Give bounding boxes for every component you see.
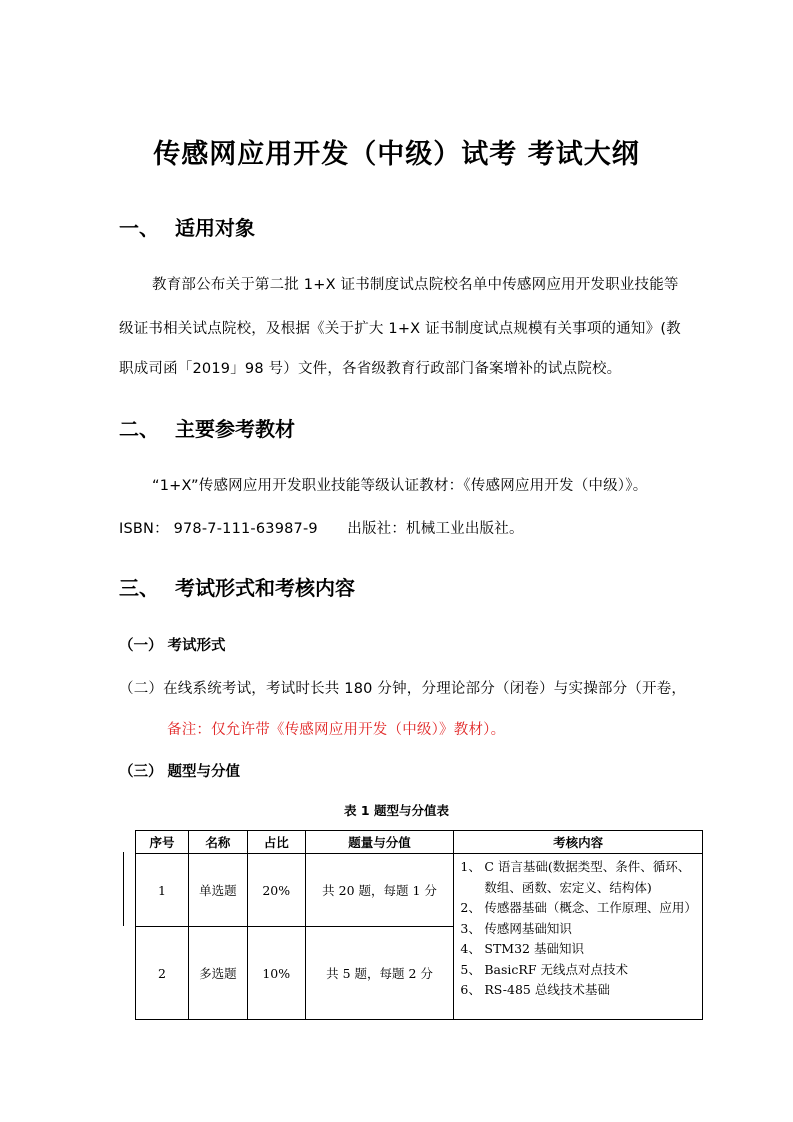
content-item-text: C 语言基础(数据类型、条件、循环、数组、函数、宏定义、结构体) — [484, 859, 691, 895]
section-1-title: 适用对象 — [175, 216, 255, 240]
score-table — [135, 830, 703, 1020]
subsection-3-heading: （三） 题型与分值 — [119, 764, 241, 780]
cell-amount: 共 5 题，每题 2 分 — [305, 927, 454, 1020]
exam-format-paragraph: （二）在线系统考试，考试时长共 180 分钟，分理论部分（闭卷）与实操部分（开卷， — [119, 681, 687, 697]
cell-content — [454, 854, 703, 1020]
section-2-line-1: “1+X”传感网应用开发职业技能等级认证教材：《传感网应用开发（中级）》。 — [152, 478, 648, 494]
margin-line — [123, 852, 124, 926]
content-item-number: 2、 — [460, 900, 481, 915]
content-item-text: RS-485 总线技术基础 — [484, 982, 610, 997]
content-item-number: 6、 — [460, 982, 481, 997]
cell-ratio: 20% — [247, 854, 305, 927]
cell-ratio: 10% — [247, 927, 305, 1020]
table-row — [136, 854, 703, 927]
table-header-row — [136, 831, 703, 854]
content-item — [460, 857, 696, 898]
section-1-line-1: 教育部公布关于第二批 1+X 证书制度试点院校名单中传感网应用开发职业技能等 — [152, 277, 679, 293]
section-2-heading — [119, 413, 295, 442]
document-title: 传感网应用开发（中级）试考 考试大纲 — [153, 139, 640, 170]
cell-name: 多选题 — [188, 927, 247, 1020]
header-name: 名称 — [188, 831, 247, 854]
content-item-number: 4、 — [460, 941, 481, 956]
section-3-heading — [119, 572, 355, 601]
content-item-text: 传感网基础知识 — [484, 920, 572, 936]
content-item — [460, 919, 696, 940]
content-item — [460, 980, 696, 1001]
cell-no: 2 — [136, 927, 189, 1020]
cell-no: 1 — [136, 854, 189, 927]
content-item-text: BasicRF 无线点对点技术 — [484, 961, 628, 977]
content-item-text: 传感器基础（概念、工作原理、应用） — [484, 900, 697, 915]
content-item — [460, 939, 696, 960]
content-item — [460, 898, 696, 919]
section-1-heading — [119, 212, 255, 241]
content-item-text: STM32 基础知识 — [484, 941, 584, 956]
cell-amount: 共 20 题，每题 1 分 — [305, 854, 454, 927]
content-item — [460, 960, 696, 981]
section-3-title: 考试形式和考核内容 — [175, 576, 355, 600]
header-ratio: 占比 — [247, 831, 305, 854]
section-2-line-2: ISBN： 978-7-111-63987-9 出版社：机械工业出版社。 — [119, 521, 524, 537]
header-no: 序号 — [136, 831, 189, 854]
section-3-number: 三、 — [119, 576, 159, 600]
section-1-line-2: 级证书相关试点院校，及根据《关于扩大 1+X 证书制度试点规模有关事项的通知》(教 — [119, 321, 681, 337]
section-1-line-3: 职成司函「2019」98 号）文件，各省级教育行政部门备案增补的试点院校。 — [119, 361, 622, 377]
content-item-number: 3、 — [460, 920, 481, 936]
header-content: 考核内容 — [454, 831, 703, 854]
subsection-1-heading: （一） 考试形式 — [119, 638, 226, 654]
table-caption: 表 1 题型与分值表 — [344, 803, 449, 818]
header-amount: 题量与分值 — [305, 831, 454, 854]
cell-name: 单选题 — [188, 854, 247, 927]
exam-note: 备注：仅允许带《传感网应用开发（中级）》教材）。 — [167, 722, 506, 738]
content-item-number: 1、 — [460, 859, 481, 874]
section-1-number: 一、 — [119, 216, 159, 240]
section-2-title: 主要参考教材 — [175, 417, 295, 441]
section-2-number: 二、 — [119, 417, 159, 441]
content-item-number: 5、 — [460, 961, 481, 977]
